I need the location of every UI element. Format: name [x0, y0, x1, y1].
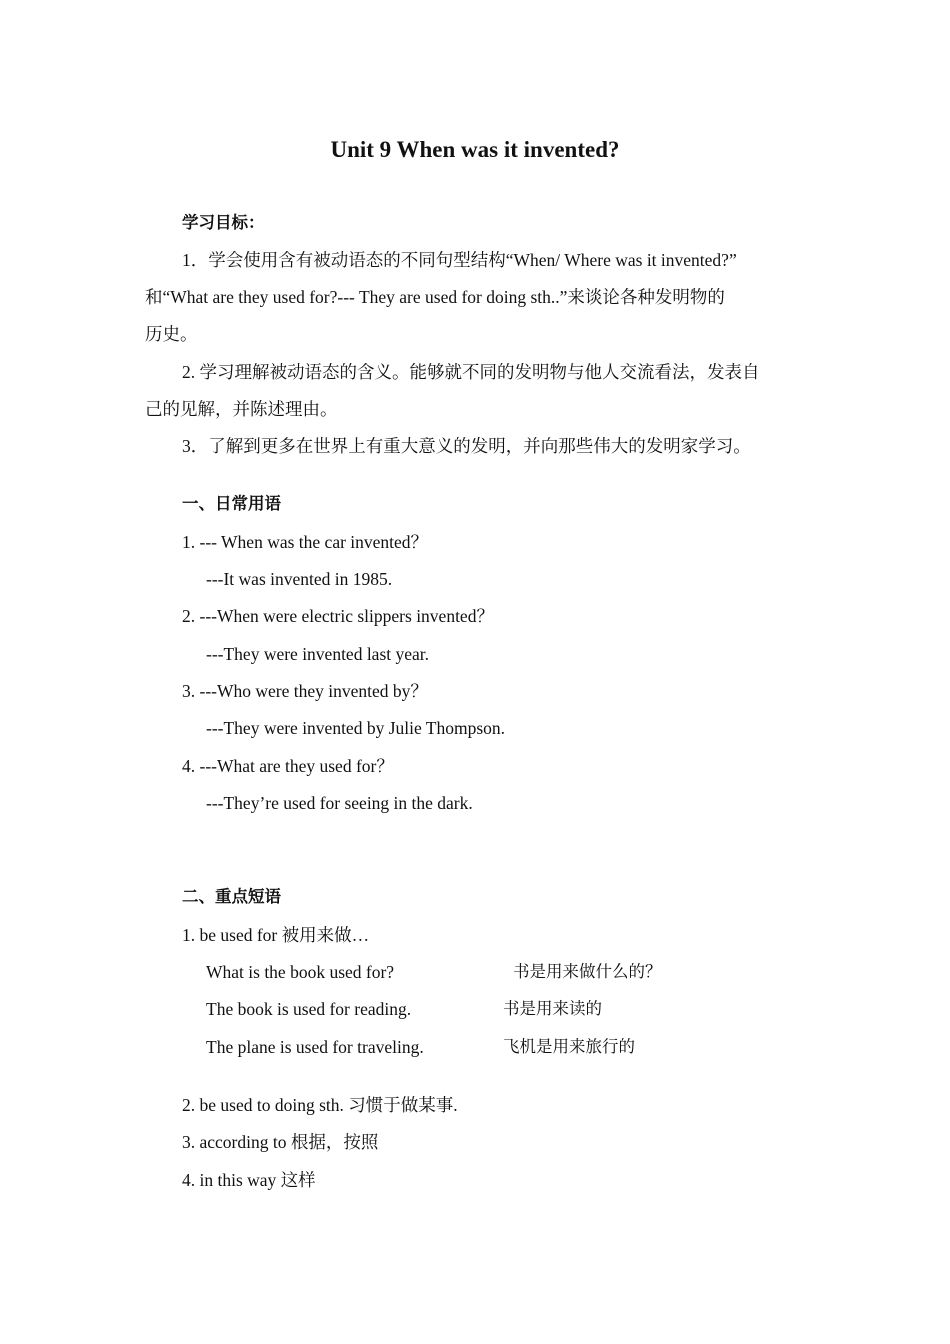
phrase-3: 3. according to 根据，按照 — [182, 1132, 379, 1152]
dialogue-1-question: 1. --- When was the car invented？ — [182, 532, 429, 552]
section-1-heading: 一、日常用语 — [182, 494, 281, 513]
section-2-heading: 二、重点短语 — [182, 887, 281, 906]
dialogue-2-question: 2. ---When were electric slippers invented？ — [182, 606, 494, 626]
objectives-heading: 学习目标： — [182, 213, 265, 232]
example-1-chinese: 书是用来做什么的？ — [513, 962, 662, 981]
phrase-1: 1. be used for 被用来做… — [182, 925, 370, 945]
example-3-chinese: 飞机是用来旅行的 — [503, 1037, 635, 1056]
example-1-english: What is the book used for? — [206, 962, 395, 982]
example-3-english: The plane is used for traveling. — [206, 1037, 424, 1057]
objective-1-line-2: 和“What are they used for?--- They are used for doing sth..”来谈论各种发明物的 — [145, 287, 725, 307]
objective-3-line-1: 3．了解到更多在世界上有重大意义的发明，并向那些伟大的发明家学习。 — [182, 436, 751, 456]
dialogue-3-answer: ---They were invented by Julie Thompson. — [206, 718, 506, 738]
page-title: Unit 9 When was it invented? — [330, 137, 620, 162]
dialogue-4-answer: ---They’re used for seeing in the dark. — [206, 793, 473, 813]
objective-2-line-2: 己的见解，并陈述理由。 — [145, 399, 338, 419]
dialogue-4-question: 4. ---What are they used for？ — [182, 756, 394, 776]
dialogue-3-question: 3. ---Who were they invented by？ — [182, 681, 428, 701]
example-2-english: The book is used for reading. — [206, 999, 412, 1019]
objective-1-line-1: 1．学会使用含有被动语态的不同句型结构“When/ Where was it invented?” — [182, 250, 737, 270]
phrase-4: 4. in this way 这样 — [182, 1170, 316, 1190]
objective-2-line-1: 2. 学习理解被动语态的含义。能够就不同的发明物与他人交流看法，发表自 — [182, 362, 760, 382]
dialogue-2-answer: ---They were invented last year. — [206, 644, 430, 664]
objective-1-line-3: 历史。 — [145, 324, 198, 344]
phrase-2: 2. be used to doing sth. 习惯于做某事. — [182, 1095, 458, 1115]
dialogue-1-answer: ---It was invented in 1985. — [206, 569, 393, 589]
example-2-chinese: 书是用来读的 — [503, 999, 602, 1018]
